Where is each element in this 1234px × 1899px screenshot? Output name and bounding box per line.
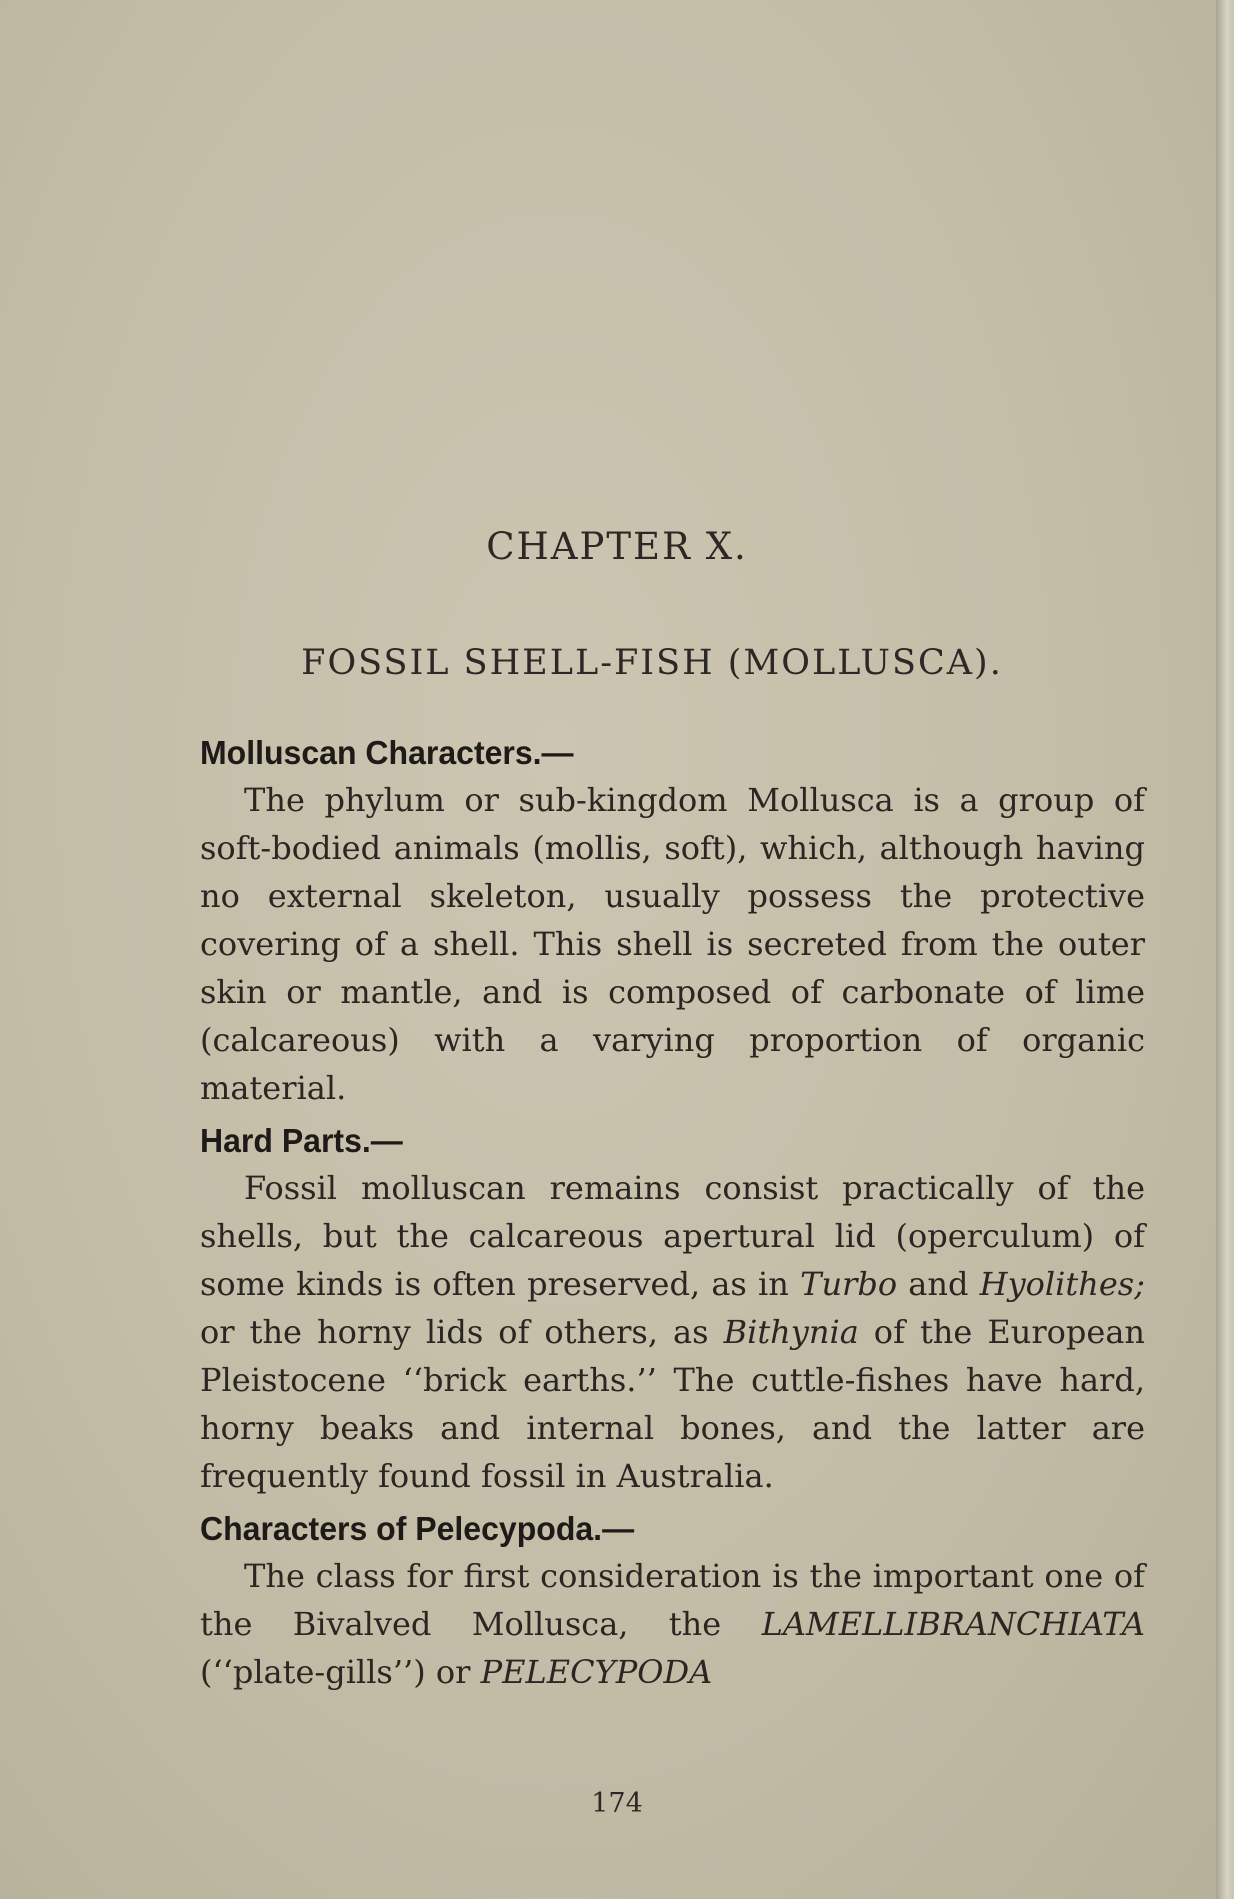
italic-term: Turbo bbox=[800, 1265, 898, 1303]
chapter-heading: CHAPTER X. bbox=[486, 525, 748, 568]
italic-term: PELECYPODA bbox=[480, 1653, 713, 1691]
italic-term: LAMELLIBRANCHIATA bbox=[761, 1605, 1145, 1643]
page-body bbox=[200, 730, 1145, 1702]
page-edge bbox=[1216, 0, 1234, 1899]
paragraph-molluscan-characters: The phylum or sub-kingdom Mollusca is a group of soft-bodied animals (mollis, soft), which, although having no external skeleton, usually possess the protective covering of a shell. This shell is secreted from the outer skin or mantle, and is composed of carbonate of lime (calcareous) with a varying proportion of organic material. bbox=[200, 781, 1145, 1107]
italic-term: Hyolithes; bbox=[979, 1265, 1145, 1303]
paragraph-hard-parts: Fossil molluscan remains consist practically of the shells, but the calcareous apertural lid (operculum) of some kinds is often preserved, as in Turbo and Hyolithes; or the horny lids of others, as Bithynia of the European Pleistocene ‘‘brick earths.’’ The cuttle-fishes have hard, horny beaks and internal bones, and the latter are frequently found fossil in Australia. bbox=[200, 1169, 1146, 1495]
page-number: 174 bbox=[591, 1788, 643, 1819]
section-heading-molluscan-characters: Molluscan Characters.— bbox=[200, 734, 574, 771]
paragraph-pelecypoda: The class for first consideration is the important one of the Bivalved Mollusca, the LAMELLIBRANCHIATA (‘‘plate-gills’’) or PELECYPODA bbox=[200, 1557, 1145, 1691]
chapter-title: FOSSIL SHELL-FISH (MOLLUSCA). bbox=[301, 643, 1003, 683]
section-heading-pelecypoda: Characters of Pelecypoda.— bbox=[200, 1510, 635, 1547]
italic-term: Bithynia bbox=[723, 1313, 859, 1351]
section-heading-hard-parts: Hard Parts.— bbox=[200, 1122, 403, 1159]
